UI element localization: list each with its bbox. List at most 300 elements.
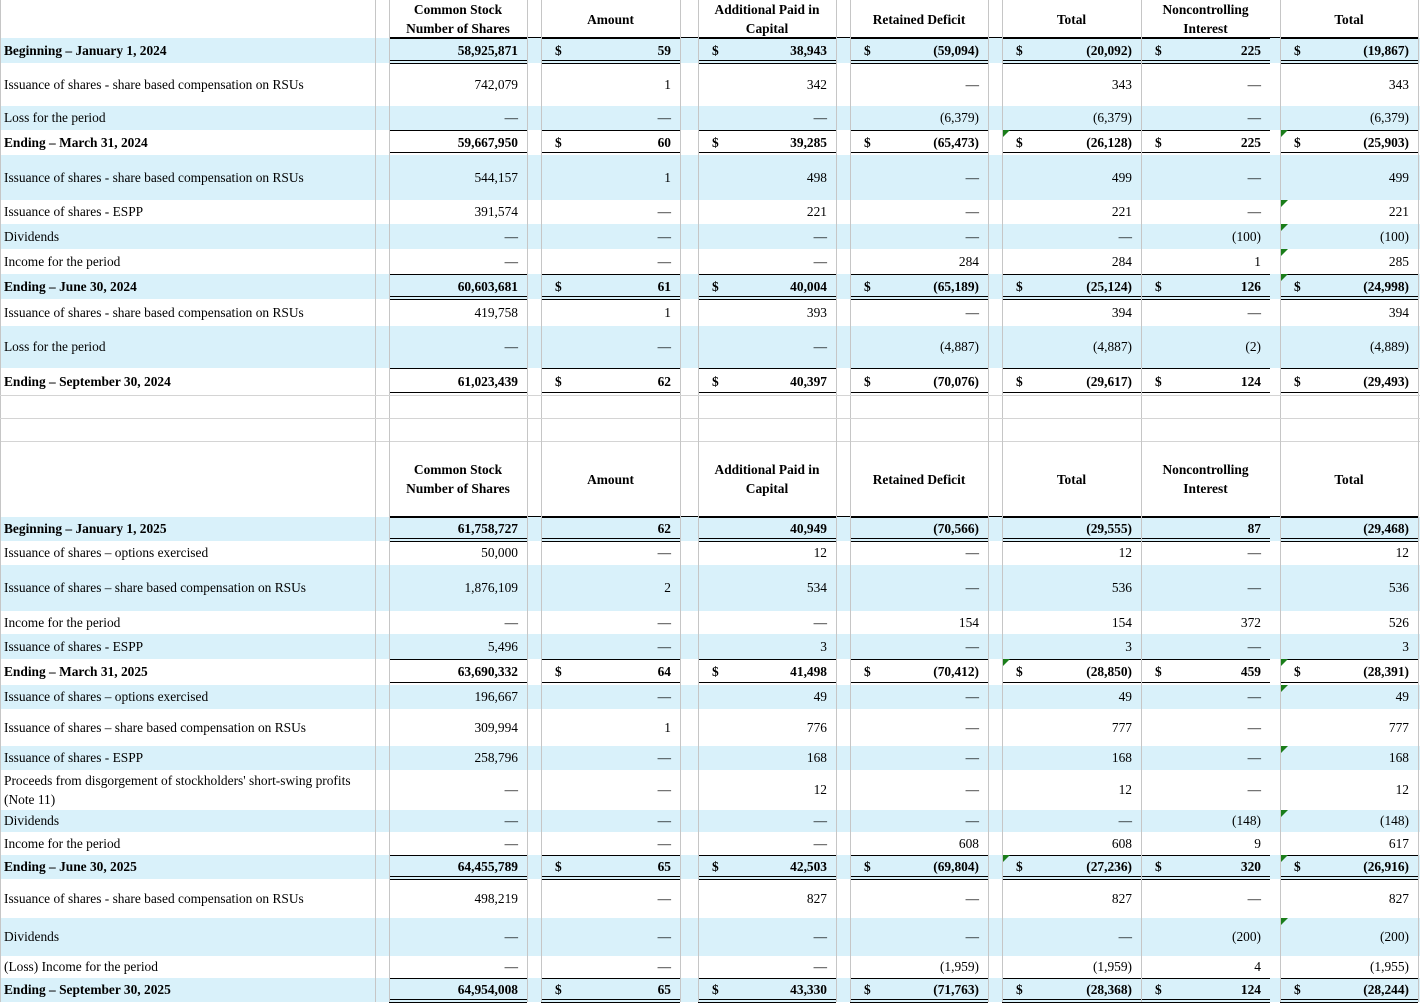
- column-header-nci: Noncontrolling Interest: [1162, 462, 1249, 496]
- cell-amount: 65: [657, 982, 671, 997]
- dollar-sign: $: [1155, 134, 1162, 150]
- cell-total: (26,128): [1086, 134, 1132, 150]
- cell-shares: 59,667,950: [457, 134, 518, 150]
- cell-grand-total: 526: [1388, 614, 1409, 630]
- balance-rule-top: [698, 130, 836, 131]
- cell-apic: 40,004: [790, 278, 827, 294]
- dollar-sign: $: [864, 373, 871, 389]
- cell-deficit: 608: [958, 835, 979, 851]
- cell-total: (29,555): [1086, 521, 1132, 536]
- balance-rule-double: [1141, 999, 1270, 1003]
- dollar-sign: $: [1155, 664, 1162, 679]
- dollar-sign: $: [555, 859, 562, 874]
- cell-grand-total: (1,955): [1369, 959, 1409, 974]
- table-row: [0, 879, 1420, 918]
- row-label: Loss for the period: [4, 110, 106, 125]
- cell-amount: —: [657, 750, 671, 765]
- cell-grand-total: 12: [1395, 782, 1409, 797]
- balance-rule-top: [1002, 659, 1141, 660]
- cell-total: 499: [1111, 169, 1132, 185]
- table-row: [0, 709, 1420, 746]
- cell-deficit: 154: [958, 614, 979, 630]
- cell-apic: 498: [806, 169, 827, 185]
- cell-total: 3: [1125, 638, 1132, 654]
- cell-nci: 1: [1254, 253, 1261, 269]
- cell-shares: 498,219: [474, 890, 518, 906]
- table-row: [0, 832, 1420, 855]
- cell-amount: —: [657, 545, 671, 560]
- balance-rule-top: [1280, 978, 1418, 979]
- cell-grand-total: (28,391): [1363, 664, 1409, 679]
- grid-line: [541, 0, 542, 441]
- balance-rule-top: [389, 978, 527, 979]
- balance-rule-top: [698, 517, 836, 518]
- cell-grand-total: (28,244): [1363, 982, 1409, 997]
- cell-grand-total: 285: [1388, 253, 1409, 269]
- dollar-sign: $: [1016, 373, 1023, 389]
- cell-nci: 124: [1240, 373, 1261, 389]
- table-row: [0, 63, 1420, 106]
- table-row: [0, 249, 1420, 274]
- table-row: [0, 810, 1420, 832]
- grid-line: [698, 441, 699, 1002]
- cell-amount: —: [657, 614, 671, 630]
- cell-total: 12: [1118, 545, 1132, 560]
- grid-line: [1141, 0, 1142, 441]
- cell-shares: 419,758: [474, 304, 518, 320]
- balance-rule-top: [1141, 978, 1270, 979]
- cell-grand-total: 221: [1388, 204, 1409, 219]
- balance-rule-top: [389, 517, 527, 518]
- cell-apic: 342: [806, 76, 827, 92]
- cell-nci: 372: [1240, 614, 1261, 630]
- dollar-sign: $: [712, 42, 719, 58]
- cell-total: 49: [1118, 689, 1132, 704]
- cell-total: 168: [1111, 750, 1132, 765]
- dollar-sign: $: [1016, 278, 1023, 294]
- cell-amount: 61: [657, 278, 671, 294]
- row-label: Proceeds from disgorgement of stockholders' short-swing profits (Note 11): [4, 773, 351, 807]
- cell-nci: —: [1247, 782, 1261, 797]
- cell-deficit: —: [965, 782, 979, 797]
- cell-marker-icon: [1281, 746, 1288, 753]
- column-header-shares: Common Stock Number of Shares: [406, 2, 510, 36]
- cell-marker-icon: [1281, 810, 1288, 817]
- dollar-sign: $: [1294, 664, 1301, 679]
- cell-deficit: —: [965, 580, 979, 595]
- balance-rule-top: [389, 130, 527, 131]
- cell-deficit: —: [965, 750, 979, 765]
- grid-line: [389, 0, 390, 441]
- dollar-sign: $: [555, 42, 562, 58]
- cell-deficit: (1,959): [939, 959, 979, 974]
- grid-line: [850, 0, 851, 441]
- dollar-sign: $: [712, 134, 719, 150]
- balance-rule-top: [389, 855, 527, 856]
- cell-grand-total: 168: [1388, 750, 1409, 765]
- cell-total: 536: [1111, 580, 1132, 595]
- balance-rule-top: [541, 517, 680, 518]
- table-row: [0, 326, 1420, 368]
- table-row: [0, 770, 1420, 810]
- dollar-sign: $: [864, 664, 871, 679]
- table-row: [0, 155, 1420, 200]
- grid-line: [1418, 0, 1419, 441]
- table-row: [0, 368, 1420, 395]
- cell-nci: —: [1247, 750, 1261, 765]
- cell-apic: 534: [806, 580, 827, 595]
- dollar-sign: $: [555, 982, 562, 997]
- cell-apic: 776: [806, 719, 827, 735]
- cell-apic: 827: [806, 890, 827, 906]
- balance-rule-top: [850, 368, 988, 369]
- dollar-sign: $: [1294, 982, 1301, 997]
- dollar-sign: $: [1016, 664, 1023, 679]
- cell-deficit: —: [965, 890, 979, 906]
- column-header-total: Total: [1056, 471, 1087, 487]
- row-label: Issuance of shares – options exercised: [4, 545, 209, 560]
- cell-grand-total: (6,379): [1369, 110, 1409, 125]
- cell-grand-total: 12: [1395, 545, 1409, 560]
- cell-nci: 4: [1254, 959, 1261, 974]
- cell-grand-total: 617: [1388, 835, 1409, 851]
- grid-line: [1002, 0, 1003, 441]
- row-label: Issuance of shares – options exercised: [4, 689, 209, 704]
- cell-deficit: (4,887): [939, 339, 979, 354]
- balance-rule-double: [389, 999, 527, 1003]
- cell-amount: 1: [664, 76, 671, 92]
- cell-deficit: (70,412): [933, 664, 979, 679]
- cell-grand-total: (19,867): [1363, 42, 1409, 58]
- cell-deficit: (6,379): [939, 110, 979, 125]
- grid-line: [1418, 441, 1419, 1002]
- grid-line: [375, 0, 376, 441]
- grid-line: [527, 441, 528, 1002]
- cell-grand-total: (26,916): [1363, 859, 1409, 874]
- grid-line: [541, 441, 542, 1002]
- cell-deficit: —: [965, 929, 979, 944]
- balance-rule-double: [541, 999, 680, 1003]
- row-label: Ending – September 30, 2025: [4, 982, 171, 997]
- balance-rule-top: [850, 130, 988, 131]
- row-label: Issuance of shares – share based compensation on RSUs: [4, 719, 306, 735]
- grid-line: [836, 0, 837, 441]
- dollar-sign: $: [864, 859, 871, 874]
- cell-grand-total: (29,493): [1363, 373, 1409, 389]
- cell-apic: —: [813, 339, 827, 354]
- cell-marker-icon: [1281, 224, 1288, 231]
- row-label: Issuance of shares – share based compensation on RSUs: [4, 580, 306, 595]
- cell-apic: —: [813, 253, 827, 269]
- cell-deficit: —: [965, 228, 979, 244]
- balance-rule-top: [698, 38, 836, 39]
- row-label: Beginning – January 1, 2025: [4, 521, 167, 536]
- row-label: Issuance of shares - share based compensation on RSUs: [4, 76, 304, 92]
- cell-apic: 221: [806, 204, 827, 219]
- row-label: Loss for the period: [4, 339, 106, 354]
- grid-line: [1002, 441, 1003, 1002]
- table-row: [0, 565, 1420, 611]
- cell-amount: 62: [657, 373, 671, 389]
- balance-rule-top: [850, 978, 988, 979]
- dollar-sign: $: [864, 982, 871, 997]
- cell-deficit: —: [965, 719, 979, 735]
- cell-nci: —: [1247, 304, 1261, 320]
- cell-apic: —: [813, 959, 827, 974]
- balance-rule-top: [1280, 517, 1418, 518]
- cell-total: 827: [1111, 890, 1132, 906]
- dollar-sign: $: [1155, 982, 1162, 997]
- dollar-sign: $: [1016, 859, 1023, 874]
- cell-grand-total: 343: [1388, 76, 1409, 92]
- cell-shares: 64,455,789: [457, 859, 518, 874]
- cell-grand-total: 777: [1388, 719, 1409, 735]
- grid-line: [698, 0, 699, 441]
- cell-shares: 60,603,681: [457, 278, 518, 294]
- row-label: Dividends: [4, 228, 60, 244]
- balance-rule-top: [1280, 368, 1418, 369]
- cell-total: (28,368): [1086, 982, 1132, 997]
- balance-rule-top: [541, 274, 680, 275]
- cell-grand-total: 536: [1388, 580, 1409, 595]
- balance-rule-top: [541, 855, 680, 856]
- cell-total: 221: [1111, 204, 1132, 219]
- balance-rule-double: [850, 999, 988, 1003]
- row-label: (Loss) Income for the period: [4, 959, 158, 974]
- dollar-sign: $: [1016, 134, 1023, 150]
- balance-rule-top: [1002, 130, 1141, 131]
- cell-deficit: —: [965, 304, 979, 320]
- spacer-row-line: [0, 395, 1420, 396]
- row-label: Issuance of shares - ESPP: [4, 750, 144, 765]
- balance-rule-top: [1141, 38, 1270, 39]
- table-row: [0, 956, 1420, 978]
- cell-shares: —: [504, 782, 518, 797]
- column-header-apic: Additional Paid in Capital: [714, 462, 820, 496]
- balance-rule-top: [1002, 978, 1141, 979]
- cell-nci: 124: [1240, 982, 1261, 997]
- cell-grand-total: 827: [1388, 890, 1409, 906]
- balance-rule-top: [541, 38, 680, 39]
- dollar-sign: $: [1294, 859, 1301, 874]
- balance-rule-top: [1141, 368, 1270, 369]
- cell-total: (27,236): [1086, 859, 1132, 874]
- cell-total: (1,959): [1092, 959, 1132, 974]
- cell-nci: —: [1247, 890, 1261, 906]
- row-label: Income for the period: [4, 835, 121, 851]
- cell-total: 777: [1111, 719, 1132, 735]
- cell-amount: —: [657, 339, 671, 354]
- cell-shares: 5,496: [487, 638, 518, 654]
- balance-rule-top: [850, 274, 988, 275]
- cell-shares: 50,000: [481, 545, 518, 560]
- grid-line: [988, 0, 989, 441]
- balance-rule-top: [1280, 659, 1418, 660]
- cell-marker-icon: [1281, 685, 1288, 692]
- cell-marker-icon: [1281, 918, 1288, 925]
- row-label: Income for the period: [4, 253, 121, 269]
- cell-grand-total: (200): [1379, 929, 1409, 944]
- dollar-sign: $: [1294, 134, 1301, 150]
- cell-deficit: 284: [958, 253, 979, 269]
- cell-deficit: —: [965, 813, 979, 828]
- cell-amount: —: [657, 813, 671, 828]
- dollar-sign: $: [555, 664, 562, 679]
- grid-line: [0, 0, 1, 441]
- cell-shares: 544,157: [474, 169, 518, 185]
- grid-line: [680, 0, 681, 441]
- cell-apic: 43,330: [790, 982, 827, 997]
- cell-apic: 3: [820, 638, 827, 654]
- cell-total: —: [1118, 929, 1132, 944]
- table-row: [0, 541, 1420, 565]
- grid-line: [1141, 441, 1142, 1002]
- cell-amount: —: [657, 929, 671, 944]
- grid-line: [1280, 0, 1281, 441]
- column-header-apic: Additional Paid in Capital: [714, 2, 820, 36]
- dollar-sign: $: [1155, 278, 1162, 294]
- dollar-sign: $: [712, 859, 719, 874]
- balance-rule-top: [1002, 855, 1141, 856]
- cell-deficit: —: [965, 545, 979, 560]
- table-row: [0, 299, 1420, 326]
- cell-shares: 196,667: [474, 689, 518, 704]
- grid-line: [0, 441, 1, 1002]
- cell-total: 154: [1111, 614, 1132, 630]
- row-label: Ending – June 30, 2024: [4, 278, 137, 294]
- row-label: Issuance of shares - share based compensation on RSUs: [4, 890, 304, 906]
- cell-grand-total: (148): [1379, 813, 1409, 828]
- cell-amount: —: [657, 835, 671, 851]
- cell-deficit: (71,763): [933, 982, 979, 997]
- balance-rule-top: [389, 368, 527, 369]
- cell-nci: 126: [1240, 278, 1261, 294]
- cell-apic: 12: [813, 782, 827, 797]
- row-label: Dividends: [4, 813, 60, 828]
- cell-marker-icon: [1281, 659, 1288, 666]
- cell-amount: —: [657, 782, 671, 797]
- cell-total: —: [1118, 228, 1132, 244]
- cell-nci: (2): [1245, 339, 1261, 354]
- cell-amount: —: [657, 228, 671, 244]
- column-header-grand-total: Total: [1334, 11, 1364, 27]
- cell-nci: 225: [1240, 134, 1261, 150]
- cell-apic: 12: [813, 545, 827, 560]
- cell-shares: 1,876,109: [464, 580, 518, 595]
- cell-shares: 64,954,008: [457, 982, 518, 997]
- balance-rule-top: [1002, 368, 1141, 369]
- cell-deficit: (65,189): [933, 278, 979, 294]
- balance-rule-top: [698, 978, 836, 979]
- cell-shares: —: [504, 813, 518, 828]
- table-header-row: [0, 0, 1420, 38]
- dollar-sign: $: [555, 278, 562, 294]
- cell-total: 608: [1111, 835, 1132, 851]
- balance-rule-top: [850, 855, 988, 856]
- cell-shares: 61,758,727: [457, 521, 518, 536]
- table-row: [0, 634, 1420, 659]
- cell-nci: (148): [1231, 813, 1261, 828]
- column-header-amount: Amount: [587, 11, 634, 27]
- cell-total: 394: [1111, 304, 1132, 320]
- balance-rule-top: [541, 659, 680, 660]
- row-label: Ending – September 30, 2024: [4, 373, 171, 389]
- cell-amount: 2: [664, 580, 671, 595]
- cell-total: (25,124): [1086, 278, 1132, 294]
- table-row: [0, 106, 1420, 130]
- cell-total: —: [1118, 813, 1132, 828]
- cell-apic: 168: [806, 750, 827, 765]
- cell-marker-icon: [1281, 855, 1288, 862]
- row-label: Ending – June 30, 2025: [4, 859, 137, 874]
- cell-marker-icon: [1281, 200, 1288, 207]
- balance-rule-double: [1280, 999, 1418, 1003]
- cell-grand-total: (25,903): [1363, 134, 1409, 150]
- table-row: [0, 746, 1420, 770]
- row-label: Income for the period: [4, 614, 121, 630]
- cell-nci: —: [1247, 719, 1261, 735]
- cell-apic: 40,397: [790, 373, 827, 389]
- cell-apic: 41,498: [790, 664, 827, 679]
- cell-shares: —: [504, 929, 518, 944]
- row-label: Beginning – January 1, 2024: [4, 42, 167, 58]
- balance-rule-top: [389, 38, 527, 39]
- balance-rule-top: [850, 659, 988, 660]
- cell-nci: 225: [1240, 42, 1261, 58]
- cell-amount: 60: [657, 134, 671, 150]
- balance-rule-top: [698, 659, 836, 660]
- grid-line: [850, 441, 851, 1002]
- table-row: [0, 200, 1420, 224]
- table-row: [0, 611, 1420, 634]
- cell-apic: 393: [806, 304, 827, 320]
- cell-total: (20,092): [1086, 42, 1132, 58]
- cell-apic: —: [813, 835, 827, 851]
- cell-nci: —: [1247, 545, 1261, 560]
- cell-amount: 62: [657, 521, 671, 536]
- balance-rule-top: [389, 659, 527, 660]
- cell-deficit: —: [965, 204, 979, 219]
- dollar-sign: $: [864, 134, 871, 150]
- balance-rule-double: [698, 999, 836, 1003]
- balance-rule-top: [1280, 38, 1418, 39]
- cell-apic: 42,503: [790, 859, 827, 874]
- dollar-sign: $: [1155, 373, 1162, 389]
- cell-grand-total: (29,468): [1363, 521, 1409, 536]
- grid-line: [375, 441, 376, 1002]
- cell-shares: —: [504, 228, 518, 244]
- dollar-sign: $: [1294, 42, 1301, 58]
- table-row: [0, 918, 1420, 956]
- dollar-sign: $: [712, 982, 719, 997]
- cell-amount: 59: [657, 42, 671, 58]
- cell-marker-icon: [1281, 130, 1288, 137]
- cell-amount: 1: [664, 719, 671, 735]
- cell-apic: 38,943: [790, 42, 827, 58]
- cell-deficit: —: [965, 689, 979, 704]
- dollar-sign: $: [1016, 982, 1023, 997]
- balance-rule-top: [541, 368, 680, 369]
- cell-total: 343: [1111, 76, 1132, 92]
- cell-grand-total: 394: [1388, 304, 1409, 320]
- row-label: Issuance of shares - ESPP: [4, 204, 144, 219]
- dollar-sign: $: [712, 664, 719, 679]
- cell-apic: 39,285: [790, 134, 827, 150]
- spacer-row-line: [0, 418, 1420, 419]
- column-header-grand-total: Total: [1334, 471, 1364, 487]
- balance-rule-top: [698, 368, 836, 369]
- cell-amount: —: [657, 890, 671, 906]
